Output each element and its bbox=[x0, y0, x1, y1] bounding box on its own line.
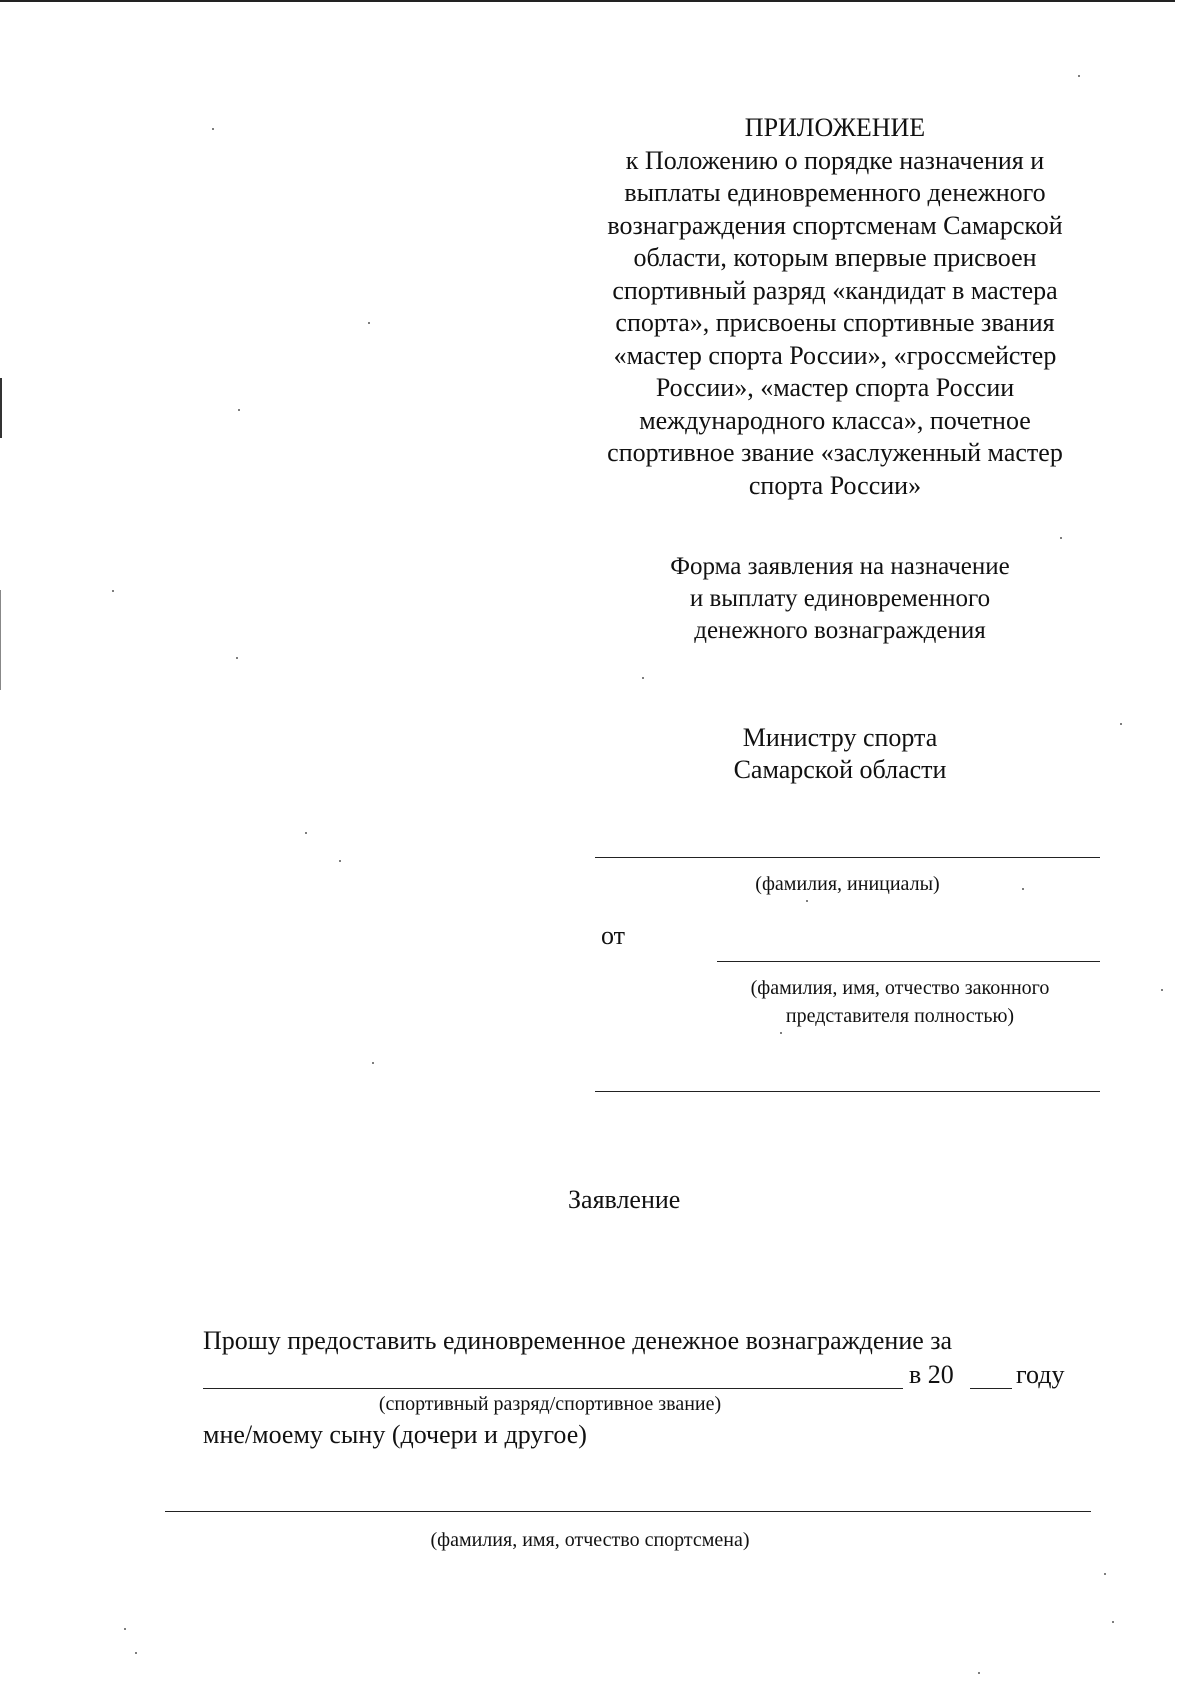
scan-speck bbox=[212, 128, 214, 130]
form-title-line: Форма заявления на назначение bbox=[670, 553, 1010, 580]
scan-speck bbox=[112, 590, 114, 592]
appendix-line: спортивный разряд «кандидат в мастера bbox=[612, 275, 1058, 305]
representative-name-line[interactable] bbox=[717, 961, 1100, 962]
scan-speck bbox=[124, 1628, 126, 1630]
year-field-line[interactable] bbox=[970, 1388, 1012, 1389]
form-title-line: и выплату единовременного bbox=[689, 585, 991, 612]
appendix-heading: ПРИЛОЖЕНИЕ bbox=[744, 113, 926, 142]
extra-field-line[interactable] bbox=[595, 1091, 1100, 1092]
addressee-block bbox=[640, 722, 1040, 786]
appendix-line: области, которым впервые присвоен bbox=[633, 243, 1037, 272]
scan-speck bbox=[339, 860, 341, 862]
year-prefix: в 20 bbox=[909, 1360, 954, 1389]
addressee-line: Самарской области bbox=[733, 755, 947, 784]
scan-speck bbox=[1112, 1621, 1114, 1623]
rank-caption: (спортивный разряд/спортивное звание) bbox=[378, 1393, 722, 1415]
statement-title: Заявление bbox=[568, 1185, 681, 1214]
scan-speck bbox=[1161, 989, 1163, 991]
addressee-name-caption: (фамилия, инициалы) bbox=[755, 873, 940, 895]
appendix-line: к Положению о порядке назначения и bbox=[625, 145, 1045, 175]
scan-speck bbox=[1060, 537, 1062, 539]
appendix-line: «мастер спорта России», «гроссмейстер bbox=[613, 340, 1057, 370]
year-suffix: году bbox=[1016, 1360, 1065, 1389]
scan-speck bbox=[236, 657, 238, 659]
scan-speck bbox=[642, 677, 644, 679]
scan-speck bbox=[1078, 75, 1080, 77]
scan-speck bbox=[1120, 723, 1122, 725]
appendix-line: России», «мастер спорта России bbox=[655, 373, 1015, 402]
addressee-name-line[interactable] bbox=[595, 857, 1100, 858]
scan-speck bbox=[238, 409, 240, 411]
scan-speck bbox=[780, 1032, 782, 1034]
appendix-block bbox=[585, 112, 1085, 502]
scan-speck bbox=[305, 832, 307, 834]
appendix-line: спорта», присвоены спортивные звания bbox=[615, 308, 1055, 337]
addressee-line: Министру спорта bbox=[742, 723, 938, 752]
representative-caption bbox=[700, 974, 1100, 1030]
scan-speck bbox=[372, 1062, 374, 1064]
form-title-line: денежного вознаграждения bbox=[694, 617, 986, 644]
form-title bbox=[600, 551, 1080, 647]
athlete-name-caption: (фамилия, имя, отчество спортсмена) bbox=[430, 1529, 750, 1551]
top-border-line bbox=[0, 0, 1175, 2]
appendix-line: международного класса», почетное bbox=[639, 405, 1031, 435]
request-text: Прошу предоставить единовременное денежное вознаграждение за bbox=[203, 1326, 953, 1355]
appendix-line: вознаграждения спортсменам Самарской bbox=[607, 210, 1063, 240]
appendix-line: спортивное звание «заслуженный мастер bbox=[607, 438, 1063, 467]
scan-speck bbox=[135, 1652, 137, 1654]
scan-speck bbox=[1104, 1573, 1106, 1575]
appendix-line: спорта России» bbox=[748, 470, 922, 500]
rank-field-line[interactable] bbox=[203, 1388, 903, 1389]
scan-speck bbox=[806, 900, 808, 902]
scan-edge-mark bbox=[0, 590, 1, 690]
athlete-name-line[interactable] bbox=[165, 1511, 1091, 1512]
scan-speck bbox=[368, 322, 370, 324]
representative-caption-line: представителя полностью) bbox=[785, 1005, 1015, 1027]
from-label: от bbox=[601, 921, 626, 950]
scan-speck bbox=[978, 1672, 980, 1674]
representative-caption-line: (фамилия, имя, отчество законного bbox=[750, 977, 1050, 999]
scan-edge-mark bbox=[0, 378, 2, 438]
recipient-text: мне/моему сыну (дочери и другое) bbox=[203, 1420, 587, 1449]
appendix-line: выплаты единовременного денежного bbox=[624, 178, 1046, 207]
